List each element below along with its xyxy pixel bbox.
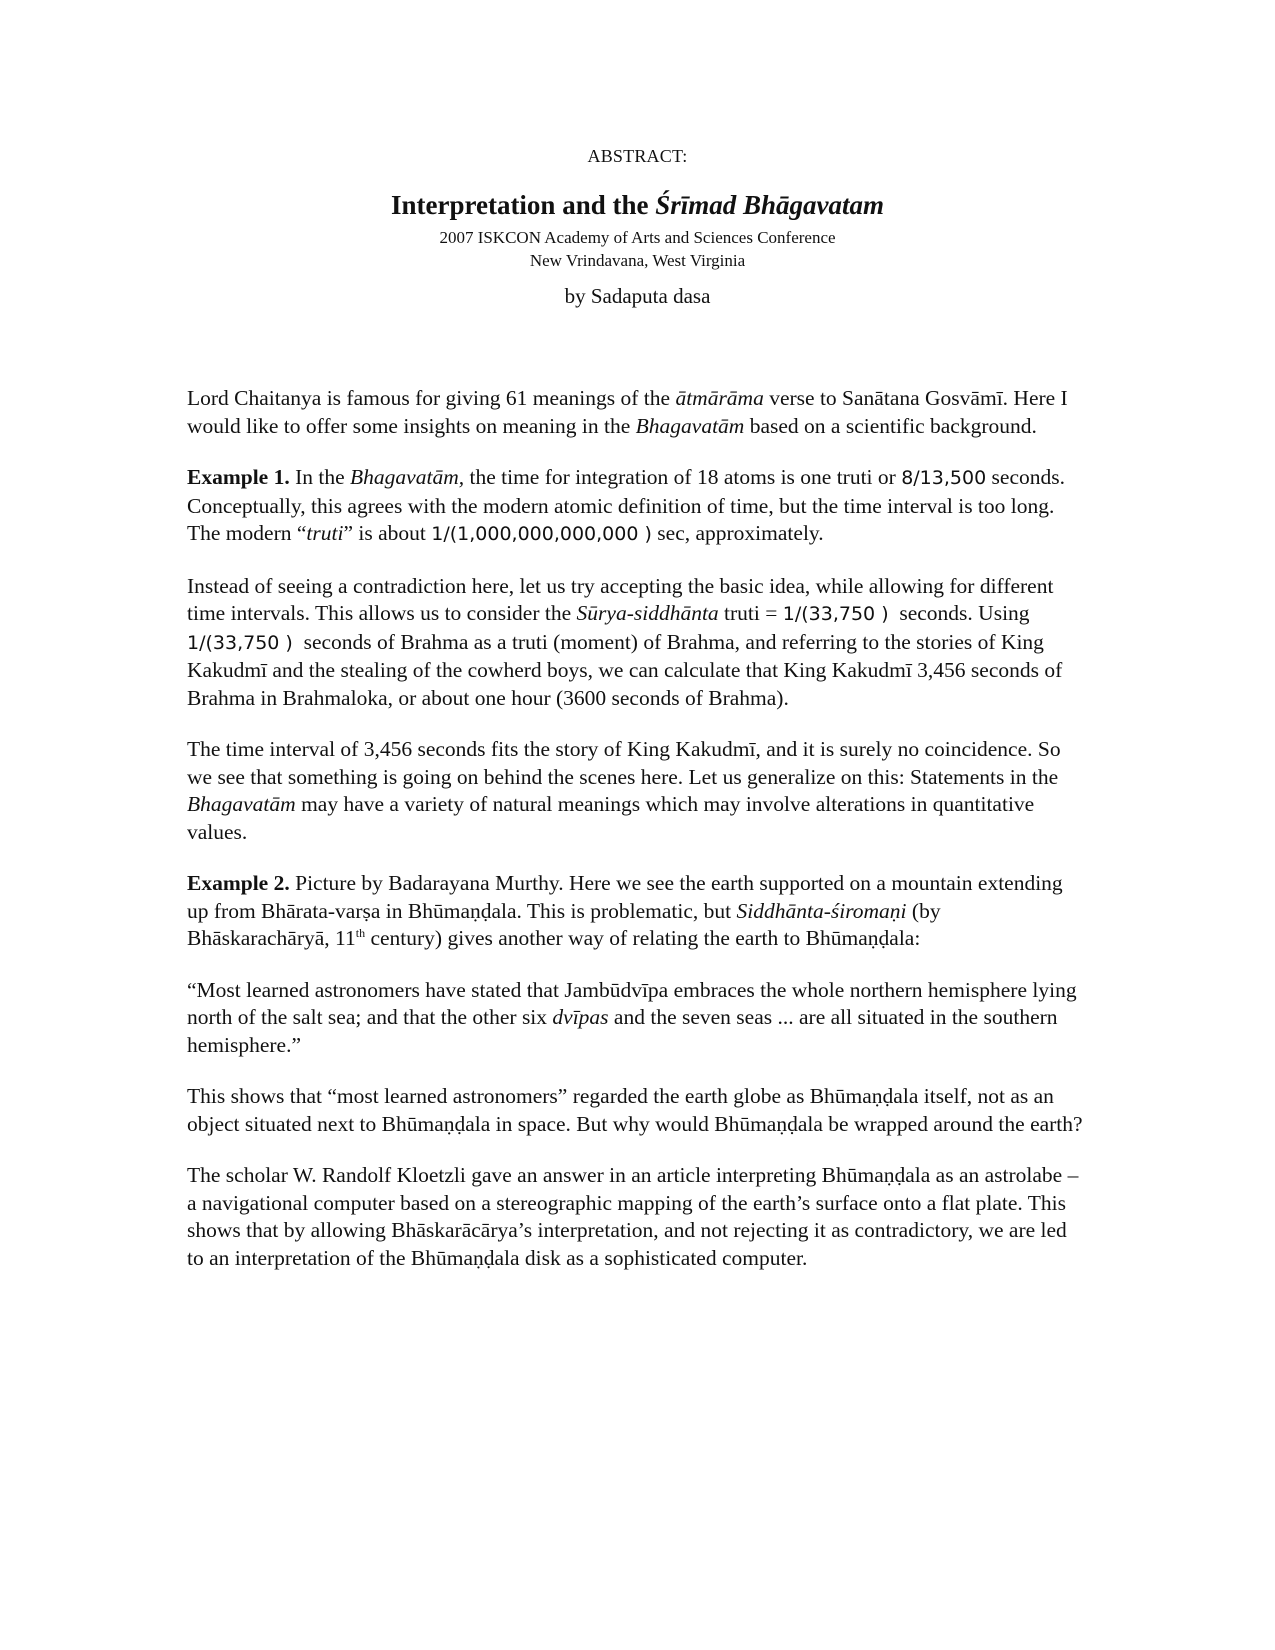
text: Lord Chaitanya is famous for giving 61 meanings of the [187, 386, 676, 410]
conference-location: New Vrindavana, West Virginia [529, 251, 746, 270]
document-title [0, 190, 1275, 221]
paragraph-kloetzli [187, 1162, 1087, 1272]
text: the time for integration of 18 atoms is one truti or [464, 465, 902, 489]
math-expression: 8/13,500 [901, 467, 987, 489]
italic-term: dvīpas [552, 1005, 609, 1029]
title-plain: Interpretation and the [390, 190, 656, 220]
italic-term: Bhagavatām, [350, 465, 465, 489]
document-body [187, 385, 1087, 1296]
text: In the [289, 465, 351, 489]
text: The time interval of 3,456 seconds fits the story of King Kakudmī, and it is surely no coincidence. So we see that something is going on behind the scenes here. Let us generalize on this: Statements in the [187, 737, 1061, 789]
italic-term: truti [306, 521, 344, 545]
author-line: by Sadaputa dasa [564, 284, 711, 308]
text: Instead of seeing a contradiction here, let us try accepting the basic idea, while allowing for different time intervals. This allows us to consider the [187, 573, 1054, 625]
text: based on a scientific background. [744, 413, 1037, 438]
paragraph-astronomers [187, 1083, 1087, 1138]
paragraph-kakudmi [187, 736, 1087, 846]
italic-term: ātmārāma [675, 386, 764, 410]
text: seconds. Using [888, 601, 1035, 625]
italic-term: Bhagavatām [187, 792, 296, 816]
math-expression: 1/(1,000,000,000,000 ) [431, 523, 652, 545]
italic-term: Siddhānta-śiromaṇi [736, 898, 907, 923]
paragraph-surya-siddhanta [187, 573, 1087, 713]
text: may have a variety of natural meanings which may involve alterations in quantitative values. [187, 792, 1035, 844]
abstract-label: ABSTRACT: [587, 146, 688, 166]
text: sec, approximately. [651, 521, 824, 545]
paragraph-example-1 [187, 464, 1087, 549]
text: seconds of Brahma as a truti (moment) of Brahma, and referring to the stories of King Kakudmī and the stealing of the cowherd boys, we can calculate that King Kakudmī 3,456 seconds of Brahma in Brahmaloka, or about one hour (3600 seconds of Brahma). [187, 629, 1068, 710]
example-heading: Example 2. [187, 871, 290, 895]
text: This shows that “most learned astronomers” regarded the earth globe as Bhūmaṇḍala itself, not as an object situated next to Bhūmaṇḍala in space. But why would Bhūmaṇḍala be wrapped around the earth? [187, 1084, 1083, 1136]
title-italic: Śrīmad Bhāgavatam [655, 190, 885, 220]
text: The scholar W. Randolf Kloetzli gave an answer in an article interpreting Bhūmaṇḍala as an astrolabe – a navigational computer based on a stereographic mapping of the earth’s surface onto a flat plate. This shows that by allowing Bhāskarācārya’s interpretation, and not rejecting it as contradictory, we are led to an interpretation of the Bhūmaṇḍala disk as a sophisticated computer. [187, 1163, 1079, 1270]
paragraph-intro [187, 385, 1087, 440]
text: verse to Sanātana Gosvāmī. Here I would like to offer some insights on meaning in the [187, 386, 1068, 438]
text: (by Bhāskarachāryā, 11 [187, 898, 941, 950]
text: and the seven seas ... are all situated in the southern hemisphere.” [187, 1005, 1058, 1057]
math-expression: 1/(33,750 ) [782, 603, 889, 625]
example-heading: Example 1. [187, 465, 290, 489]
italic-term: Bhagavatām [635, 413, 745, 438]
paragraph-quote [187, 977, 1087, 1060]
conference-name: 2007 ISKCON Academy of Arts and Sciences Conference [439, 228, 836, 247]
text: century) gives another way of relating the earth to Bhūmaṇḍala: [365, 926, 921, 950]
text: Picture by Badarayana Murthy. Here we see the earth supported on a mountain extending up from Bhārata-varṣa in Bhūmaṇḍala. This is problematic, but [187, 871, 1063, 923]
text: “Most learned astronomers have stated that Jambūdvīpa embraces the whole northern hemisphere lying north of the salt sea; and that the other six [187, 977, 1077, 1029]
paragraph-example-2 [187, 870, 1087, 953]
math-expression: 1/(33,750 ) [187, 631, 293, 654]
text: ” is about [343, 521, 432, 545]
conference-info [0, 226, 1275, 272]
superscript: th [355, 925, 366, 940]
italic-term: Sūrya-siddhānta [576, 601, 719, 625]
text: truti = [718, 601, 783, 625]
text: seconds. Conceptually, this agrees with the modern atomic definition of time, but the time interval is too long. The modern “ [187, 465, 1065, 545]
